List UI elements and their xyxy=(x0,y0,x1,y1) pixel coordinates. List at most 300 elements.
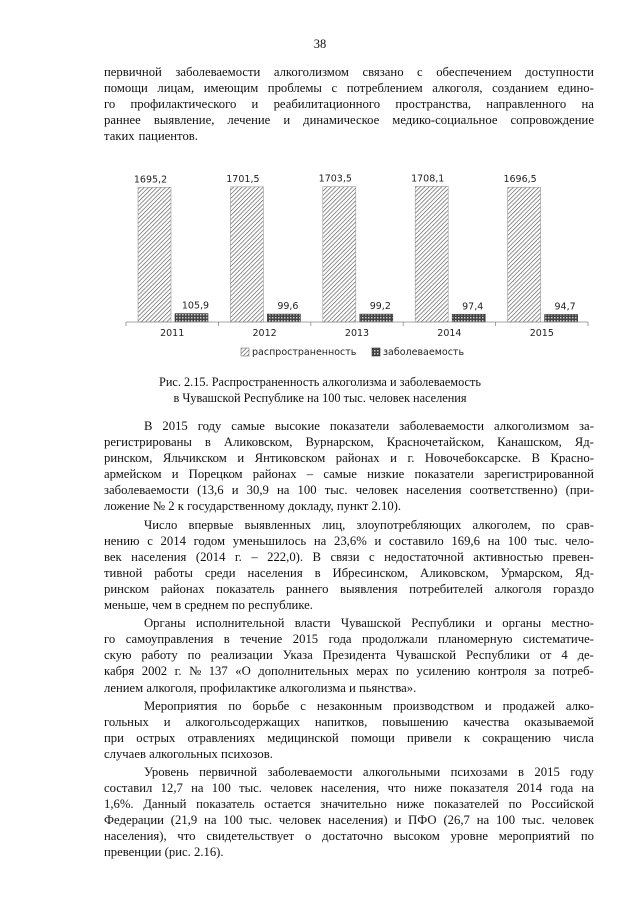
word: за xyxy=(534,664,545,679)
word: на xyxy=(581,781,594,796)
word: усилению xyxy=(416,664,471,679)
word: человек xyxy=(355,483,399,498)
word: 2002 xyxy=(141,664,168,679)
word: районах xyxy=(160,581,205,596)
text-line xyxy=(104,112,594,128)
word: в xyxy=(223,632,230,647)
word: самоуправления xyxy=(125,632,214,647)
word: уровне xyxy=(450,829,488,844)
text-line xyxy=(104,581,594,597)
word: алко- xyxy=(565,698,594,713)
word: ринском xyxy=(104,581,150,596)
word: динамическое xyxy=(303,113,380,128)
word: заболеваемости xyxy=(175,65,261,79)
text-line xyxy=(104,764,594,780)
word: систематиче- xyxy=(522,632,594,647)
word: на xyxy=(276,483,290,498)
word: пространства, xyxy=(395,97,472,112)
word: (21,9 xyxy=(170,813,198,828)
word: свидетельствует xyxy=(206,829,295,844)
word: по xyxy=(187,648,201,663)
word: Мероприятия xyxy=(144,698,218,713)
word: медико-социальное xyxy=(392,113,498,128)
word: 222,0). xyxy=(267,549,304,564)
word: незаконным xyxy=(316,698,383,713)
word: и xyxy=(163,714,171,729)
bar-incidence xyxy=(360,314,393,322)
text-line xyxy=(104,796,594,812)
word: значительно xyxy=(320,797,387,812)
text-line xyxy=(104,565,594,581)
word: низкие xyxy=(367,467,405,482)
word: мерах xyxy=(356,664,389,679)
word: психозами xyxy=(450,764,508,779)
x-tick-label: 2012 xyxy=(252,328,277,339)
data-label-prevalence: 1703,5 xyxy=(318,173,352,185)
word: Яд- xyxy=(574,565,594,580)
word: острых xyxy=(136,730,176,745)
text-line xyxy=(104,631,594,647)
word: лиц, xyxy=(322,517,346,532)
word: работы xyxy=(154,565,193,580)
word: районах xyxy=(252,467,297,482)
word: достаточно xyxy=(322,829,383,844)
word: показатели xyxy=(329,419,390,433)
word: потребителей xyxy=(409,581,483,596)
word: обеспечением xyxy=(436,65,512,79)
word: года xyxy=(550,781,574,796)
word: тыс. xyxy=(239,781,262,796)
word: сокращению xyxy=(482,730,551,745)
word: В xyxy=(312,549,321,564)
word: (13,6 xyxy=(197,483,224,498)
word: связано xyxy=(362,65,404,79)
word: заболеваемости xyxy=(104,483,189,498)
text-line xyxy=(104,698,594,714)
caption-line: в Чувашской Республике на 100 тыс. человек населения xyxy=(173,391,467,405)
bar-incidence xyxy=(175,314,208,322)
word: созданием xyxy=(492,81,549,96)
x-tick-label: 2015 xyxy=(529,328,554,339)
data-label-prevalence: 1708,1 xyxy=(411,173,445,185)
word: с xyxy=(417,65,423,79)
word: заболеваемости xyxy=(399,419,485,433)
word: планомерную xyxy=(438,632,513,647)
word: при xyxy=(104,730,124,745)
data-label-incidence: 99,2 xyxy=(369,301,391,313)
word: на xyxy=(204,813,217,828)
data-label-prevalence: 1695,2 xyxy=(133,174,168,186)
word: потреблением xyxy=(346,81,423,96)
word: человек xyxy=(278,813,322,828)
word: В xyxy=(531,451,540,466)
word: направленного xyxy=(486,97,567,112)
data-label-incidence: 94,7 xyxy=(554,301,576,313)
word: гольных xyxy=(104,714,149,729)
text-line: превенции (рис. 2.16). xyxy=(104,845,224,860)
word: 2014 xyxy=(516,781,543,796)
word: активностью xyxy=(473,549,544,564)
word: – xyxy=(251,549,258,564)
word: Красночетайском, xyxy=(386,435,485,450)
bar-chart xyxy=(104,155,594,370)
word: сопровождение xyxy=(510,113,594,128)
word: и xyxy=(374,533,382,548)
word: лицам, xyxy=(157,81,195,96)
word: от xyxy=(539,648,552,663)
word: (2014 xyxy=(195,549,226,564)
word: превен- xyxy=(552,549,594,564)
word: и xyxy=(394,813,402,828)
text-line xyxy=(104,466,594,482)
data-label-incidence: 99,6 xyxy=(277,301,299,313)
word: го xyxy=(104,97,116,112)
text-line xyxy=(104,533,594,549)
word: года xyxy=(328,632,352,647)
word: 100 xyxy=(507,533,527,548)
bar-prevalence xyxy=(138,187,171,322)
word: 100 xyxy=(496,813,516,828)
word: недостаточной xyxy=(384,549,464,564)
word: с xyxy=(368,549,375,564)
word: районах xyxy=(335,451,380,466)
word: Канашском, xyxy=(497,435,562,450)
word: показатели xyxy=(414,467,474,482)
word: по xyxy=(508,797,522,812)
word: и xyxy=(390,451,397,466)
word: органы xyxy=(502,616,542,631)
bar-incidence xyxy=(452,314,485,322)
text-line xyxy=(104,482,594,498)
word: тыс. xyxy=(324,483,348,498)
word: Российской xyxy=(531,797,594,812)
text-line: ложение № 2 к государственному докладу, пункт 2.10). xyxy=(104,499,402,514)
word: (26,7 xyxy=(443,813,470,828)
word: Чувашской xyxy=(340,616,401,631)
word: соответственно) xyxy=(469,483,558,498)
legend-label-prevalence: распространенность xyxy=(252,347,357,358)
word: первичной xyxy=(199,764,257,779)
bar-incidence xyxy=(267,314,300,322)
word: В xyxy=(144,419,153,433)
data-label-incidence: 97,4 xyxy=(462,301,484,313)
word: ПФО xyxy=(408,813,437,828)
word: с xyxy=(147,533,153,548)
word: остается xyxy=(264,797,311,812)
word: составило xyxy=(388,533,444,548)
word: и xyxy=(283,113,291,128)
word: по xyxy=(580,829,594,844)
word: – xyxy=(306,467,314,482)
word: Число xyxy=(144,517,178,532)
word: 2015 xyxy=(292,632,319,647)
word: контроля xyxy=(477,664,527,679)
word: Федерации xyxy=(104,813,164,828)
word: в xyxy=(314,565,321,580)
paragraph xyxy=(104,764,594,861)
word: едино- xyxy=(557,81,594,96)
word: продолжали xyxy=(362,632,428,647)
word: г. xyxy=(234,549,242,564)
word: среди xyxy=(204,565,236,580)
word: Республики xyxy=(466,648,530,663)
word: самые xyxy=(231,419,265,433)
word: алкоголя, xyxy=(432,81,483,96)
word: потреб- xyxy=(552,664,594,679)
text-line xyxy=(104,434,594,450)
word: самые xyxy=(323,467,357,482)
word: Ибресинском, xyxy=(332,565,409,580)
word: дополнительных xyxy=(258,664,349,679)
word: составил xyxy=(104,781,153,796)
word: и xyxy=(171,467,179,482)
word: за- xyxy=(579,419,594,433)
word: на xyxy=(581,97,594,112)
figure-caption xyxy=(0,374,640,406)
word: Президента xyxy=(322,648,387,663)
word: тыс. xyxy=(521,813,545,828)
word: населения xyxy=(247,565,303,580)
text-line xyxy=(104,615,594,631)
word: Порецком xyxy=(188,467,243,482)
bar-prevalence xyxy=(230,187,263,322)
word: продажей xyxy=(502,698,555,713)
word: повышению xyxy=(382,714,449,729)
text-line xyxy=(104,64,594,80)
word: высоком xyxy=(393,829,440,844)
word: Красно- xyxy=(550,451,594,466)
word: числа xyxy=(563,730,594,745)
word: показатель xyxy=(216,581,275,596)
word: тыс. xyxy=(249,813,273,828)
word: зарегистрированной xyxy=(483,467,594,482)
word: первичной xyxy=(104,65,162,79)
paragraph xyxy=(104,517,594,614)
word: по xyxy=(228,698,242,713)
word: Уровень xyxy=(144,764,189,779)
word: алкоголем, xyxy=(472,517,531,532)
word: мероприятий xyxy=(498,829,571,844)
word: местно- xyxy=(551,616,594,631)
word: в xyxy=(204,435,211,450)
word: на xyxy=(487,533,501,548)
word: человек xyxy=(270,781,313,796)
text-line xyxy=(104,549,594,565)
word: скую xyxy=(104,648,132,663)
word: годом xyxy=(193,533,226,548)
word: г. xyxy=(407,451,415,466)
word: населения) xyxy=(328,813,388,828)
caption-line: Рис. 2.15. Распространенность алкоголизма и заболеваемость xyxy=(159,375,481,389)
text-line xyxy=(104,128,594,144)
word: Данный xyxy=(143,797,187,812)
word: регистрированы xyxy=(104,435,192,450)
bar-prevalence xyxy=(415,186,448,322)
data-label-prevalence: 1696,5 xyxy=(503,174,537,186)
text-line: меньше, чем в среднем по республике. xyxy=(104,598,313,613)
word: качества xyxy=(463,714,510,729)
word: профилактического xyxy=(130,97,237,112)
word: 12,7 xyxy=(160,781,183,796)
text-line xyxy=(104,812,594,828)
text-line xyxy=(104,80,594,96)
word: Аликовском, xyxy=(420,565,489,580)
word: что xyxy=(387,781,406,796)
word: Чувашской xyxy=(396,648,457,663)
word: населения, xyxy=(320,781,380,796)
word: человек xyxy=(551,813,594,828)
word: к xyxy=(463,730,471,745)
word: 23,6% xyxy=(333,533,367,548)
text-line xyxy=(104,418,594,434)
text-line: лением алкоголя, профилактике алкоголизма и пьянства». xyxy=(104,680,417,695)
word: Яд- xyxy=(574,435,594,450)
word: показателей xyxy=(433,797,499,812)
word: ниже xyxy=(396,797,425,812)
word: о xyxy=(305,829,312,844)
word: исполнительной xyxy=(195,616,285,631)
word: населения), xyxy=(104,829,167,844)
data-label-incidence: 105,9 xyxy=(181,300,210,312)
body-text xyxy=(104,418,594,863)
word: на xyxy=(313,533,327,548)
text-line xyxy=(104,663,594,679)
word: ниже xyxy=(413,781,442,796)
word: привели xyxy=(407,730,452,745)
word: 100 xyxy=(223,813,243,828)
word: реализации xyxy=(210,648,273,663)
word: го xyxy=(104,632,116,647)
word: 2015 xyxy=(534,764,560,779)
word: чело- xyxy=(565,533,594,548)
word: пациентов. xyxy=(138,129,198,144)
word: производством xyxy=(393,698,474,713)
word: раннее xyxy=(104,113,141,128)
word: выявление, xyxy=(153,113,215,128)
word: тыс. xyxy=(534,533,558,548)
word: (при- xyxy=(565,483,594,498)
word: борьбе xyxy=(252,698,290,713)
word: 1,6%. xyxy=(104,797,134,812)
word: 100 xyxy=(211,781,231,796)
word: алкоголизмом xyxy=(273,65,349,79)
word: армейском xyxy=(104,467,162,482)
word: доступности xyxy=(525,65,594,79)
word: с xyxy=(300,698,306,713)
word: медицинской xyxy=(267,730,339,745)
word: № xyxy=(189,664,202,679)
word: и xyxy=(485,616,492,631)
word: высокие xyxy=(274,419,320,433)
word: и xyxy=(231,483,239,498)
text-line xyxy=(104,450,594,466)
word: на xyxy=(476,813,490,828)
word: ринском, xyxy=(104,451,153,466)
word: алкогольными xyxy=(362,764,441,779)
word: напитков, xyxy=(314,714,368,729)
word: показателя xyxy=(450,781,509,796)
word: злоупотребляющих xyxy=(356,517,462,532)
x-tick-label: 2014 xyxy=(437,328,462,339)
word: власти xyxy=(294,616,331,631)
word: кабря xyxy=(104,664,135,679)
word: Республики xyxy=(411,616,475,631)
word: по xyxy=(395,664,409,679)
word: уменьшилось xyxy=(232,533,307,548)
word: населения xyxy=(131,549,187,564)
text-line xyxy=(104,714,594,730)
word: выявления xyxy=(340,581,398,596)
word: 137 xyxy=(208,664,228,679)
word: Яльчикском xyxy=(162,451,227,466)
word: Указа xyxy=(282,648,313,663)
word: Органы xyxy=(144,616,186,631)
word: показатель xyxy=(196,797,255,812)
word: срав- xyxy=(566,517,594,532)
word: и xyxy=(484,698,492,713)
data-label-prevalence: 1701,5 xyxy=(226,173,260,185)
word: гораздо xyxy=(553,581,594,596)
paragraph xyxy=(104,418,594,515)
word: по xyxy=(541,517,555,532)
word: раннего xyxy=(286,581,329,596)
text-line xyxy=(104,647,594,663)
word: году xyxy=(570,764,594,779)
word: «О xyxy=(235,664,251,679)
legend-swatch-prevalence xyxy=(241,348,249,356)
word: и xyxy=(251,97,259,112)
word: помощи xyxy=(104,81,148,96)
word: впервые xyxy=(188,517,234,532)
legend-swatch-incidence xyxy=(372,348,380,356)
word: 169,6 xyxy=(451,533,480,548)
bar-prevalence xyxy=(323,187,356,322)
x-tick-label: 2011 xyxy=(160,328,185,339)
word: населения xyxy=(406,483,462,498)
word: таких xyxy=(104,129,135,144)
word: оказываемой xyxy=(524,714,594,729)
word: де- xyxy=(577,648,594,663)
word: 2014 xyxy=(160,533,186,548)
bar-prevalence xyxy=(508,187,541,322)
word: 100 xyxy=(297,483,317,498)
text-line xyxy=(104,828,594,844)
word: на xyxy=(191,781,204,796)
word: течение xyxy=(240,632,283,647)
legend-label-incidence: заболеваемость xyxy=(383,347,465,358)
intro-paragraph xyxy=(104,64,594,144)
paragraph xyxy=(104,698,594,762)
word: Новочебоксарске. xyxy=(424,451,522,466)
word: 2015 xyxy=(162,419,188,433)
word: проблемы xyxy=(267,81,322,96)
text-line xyxy=(104,517,594,533)
text-line xyxy=(104,780,594,796)
word: алкоголя xyxy=(494,581,542,596)
word: алкогольсодержащих xyxy=(185,714,300,729)
word: алкоголизмом xyxy=(494,419,570,433)
x-tick-label: 2013 xyxy=(344,328,370,339)
word: Вурнарском, xyxy=(305,435,374,450)
word: лечение xyxy=(227,113,271,128)
word: помощи xyxy=(350,730,395,745)
word: 30,9 xyxy=(246,483,269,498)
word: с xyxy=(331,81,338,96)
word: 4 xyxy=(561,648,568,663)
word: отравлениях xyxy=(187,730,256,745)
text-line xyxy=(104,96,594,112)
word: век xyxy=(104,549,122,564)
